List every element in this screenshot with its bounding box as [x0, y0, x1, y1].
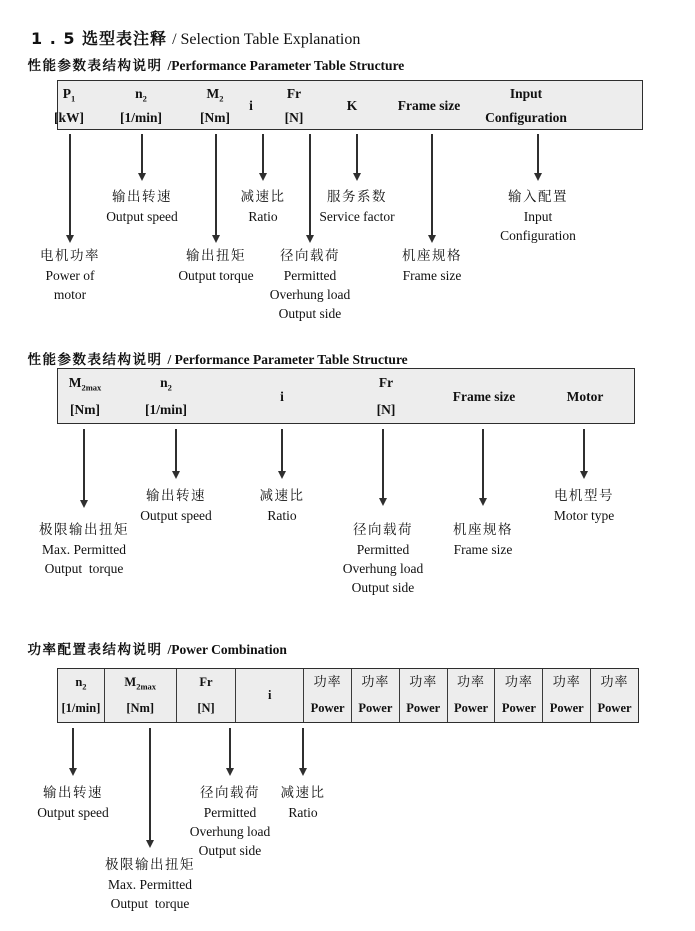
- section3-heading-zh: 功率配置表结构说明: [27, 642, 163, 658]
- text-line: 输出转速: [112, 189, 172, 205]
- text-line: [N]: [197, 701, 215, 716]
- table-header-cell: [377, 369, 396, 423]
- text-line: 功率: [457, 674, 486, 690]
- table-header-cell: [104, 669, 176, 722]
- text-line: Output torque: [44, 561, 124, 576]
- table-header-cell: [120, 81, 162, 129]
- text-line: 电机功率: [40, 248, 100, 264]
- page-title-zh: 1 . 5 选型表注释: [31, 29, 168, 48]
- annotation-label: [241, 188, 286, 226]
- text-line: Output side: [351, 580, 415, 595]
- section2-heading-en: / Performance Parameter Table Structure: [167, 352, 408, 367]
- text-line: [kW]: [54, 109, 84, 125]
- text-line: 减速比: [259, 488, 305, 504]
- text-line: Power: [549, 701, 584, 716]
- annotation-label: [140, 487, 212, 525]
- text-line: $M_{2max}$: [68, 375, 102, 393]
- text-line: Fr: [378, 375, 394, 390]
- text-line: Service factor: [319, 209, 395, 224]
- annotation-label: [37, 784, 109, 822]
- down-arrow-icon: [212, 134, 221, 243]
- annotation-label: [402, 247, 462, 285]
- annotation-label: [453, 521, 513, 559]
- text-line: 输出转速: [43, 785, 103, 801]
- section3-heading: [14, 622, 287, 674]
- text-line: Output side: [278, 306, 342, 321]
- text-line: 减速比: [280, 785, 326, 801]
- text-line: 输出转速: [146, 488, 206, 504]
- text-line: 功率: [409, 674, 438, 690]
- down-arrow-icon: [226, 728, 235, 776]
- text-line: Frame size: [397, 97, 461, 113]
- text-line: Configuration: [500, 228, 576, 243]
- power-combination-table-header: [57, 668, 639, 723]
- text-line: i: [280, 388, 284, 404]
- annotation-label: [500, 188, 576, 245]
- table-header-cell: [235, 669, 303, 722]
- down-arrow-icon: [479, 429, 488, 506]
- text-line: Motor: [566, 388, 604, 404]
- text-line: Max. Permitted: [42, 542, 126, 557]
- text-line: 极限输出扭矩: [105, 857, 195, 873]
- table-header-cell: [176, 669, 236, 722]
- text-line: 极限输出扭矩: [39, 522, 129, 538]
- text-line: Power: [597, 701, 632, 716]
- table-header-cell: [347, 81, 358, 129]
- text-line: Frame size: [402, 268, 462, 283]
- annotation-label: [178, 247, 253, 285]
- text-line: [N]: [376, 402, 396, 417]
- text-line: Output speed: [106, 209, 178, 224]
- text-line: [Nm]: [70, 402, 100, 417]
- text-line: 服务系数: [327, 189, 387, 205]
- annotation-label: [40, 247, 100, 304]
- text-line: Power: [358, 701, 393, 716]
- table-header-cell: [69, 369, 102, 423]
- text-line: 机座规格: [402, 248, 462, 264]
- section1-heading-zh: 性能参数表结构说明: [27, 58, 163, 74]
- table-header-cell: [54, 81, 84, 129]
- table-header-cell: [447, 669, 495, 722]
- down-arrow-icon: [299, 728, 308, 776]
- text-line: 电机型号: [554, 488, 614, 504]
- text-line: Max. Permitted: [108, 877, 192, 892]
- text-line: Output side: [198, 843, 262, 858]
- table-header-cell: [398, 81, 461, 129]
- text-line: Overhung load: [189, 824, 271, 839]
- down-arrow-icon: [379, 429, 388, 506]
- text-line: 输入配置: [508, 189, 568, 205]
- down-arrow-icon: [259, 134, 268, 181]
- down-arrow-icon: [306, 134, 315, 243]
- text-line: $n_2$: [75, 674, 87, 692]
- text-line: 径向载荷: [352, 522, 413, 538]
- text-line: Power: [454, 701, 489, 716]
- text-line: 径向载荷: [279, 248, 340, 264]
- text-line: [Nm]: [126, 701, 155, 716]
- text-line: 功率: [313, 674, 342, 690]
- table-header-cell: [494, 669, 542, 722]
- text-line: [Nm]: [200, 109, 230, 125]
- text-line: Power: [406, 701, 441, 716]
- text-line: Motor type: [553, 508, 615, 523]
- down-arrow-icon: [428, 134, 437, 243]
- text-line: Ratio: [248, 209, 278, 224]
- down-arrow-icon: [69, 728, 78, 776]
- text-line: $n_2$: [160, 375, 172, 393]
- down-arrow-icon: [353, 134, 362, 181]
- table-header-cell: [485, 81, 567, 129]
- down-arrow-icon: [580, 429, 589, 479]
- down-arrow-icon: [138, 134, 147, 181]
- text-line: Overhung load: [269, 287, 351, 302]
- annotation-label: [281, 784, 326, 822]
- annotation-label: [106, 188, 178, 226]
- down-arrow-icon: [66, 134, 75, 243]
- page-title-en: / Selection Table Explanation: [172, 31, 361, 48]
- table-header-cell: [145, 369, 187, 423]
- text-line: [1/min]: [61, 701, 101, 716]
- table-header-cell: [351, 669, 399, 722]
- table-header-cell: [303, 669, 351, 722]
- text-line: $n_2$: [135, 85, 147, 104]
- performance-table-2-header: [57, 368, 635, 424]
- table-header-cell: [280, 369, 284, 423]
- text-line: Ratio: [288, 805, 318, 820]
- text-line: i: [249, 97, 253, 113]
- text-line: Overhung load: [342, 561, 424, 576]
- text-line: Permitted: [356, 542, 410, 557]
- down-arrow-icon: [80, 429, 89, 508]
- text-line: Fr: [199, 674, 213, 689]
- table-header-cell: [200, 81, 230, 129]
- annotation-label: [270, 247, 351, 323]
- text-line: Output torque: [110, 896, 190, 911]
- down-arrow-icon: [146, 728, 155, 848]
- text-line: 功率: [361, 674, 390, 690]
- annotation-label: [39, 521, 129, 578]
- annotation-label: [260, 487, 305, 525]
- down-arrow-icon: [172, 429, 181, 479]
- text-line: Permitted: [203, 805, 257, 820]
- table-header-cell: [567, 369, 604, 423]
- text-line: Permitted: [283, 268, 337, 283]
- text-line: 功率: [600, 674, 629, 690]
- annotation-label: [343, 521, 424, 597]
- table-header-cell: [542, 669, 590, 722]
- annotation-label: [554, 487, 614, 525]
- section3-heading-en: /Power Combination: [167, 642, 287, 657]
- text-line: Frame size: [453, 542, 513, 557]
- text-line: 功率: [504, 674, 533, 690]
- text-line: 输出扭矩: [186, 248, 246, 264]
- text-line: Output torque: [178, 268, 254, 283]
- text-line: Frame size: [452, 388, 516, 404]
- annotation-label: [105, 856, 195, 913]
- text-line: Output speed: [37, 805, 109, 820]
- table-header-cell: [58, 669, 104, 722]
- text-line: Fr: [286, 85, 302, 101]
- down-arrow-icon: [278, 429, 287, 479]
- text-line: Power: [310, 701, 345, 716]
- text-line: Ratio: [267, 508, 297, 523]
- text-line: [1/min]: [120, 109, 162, 125]
- text-line: Configuration: [485, 109, 567, 125]
- text-line: $P_1$: [62, 85, 76, 104]
- table-header-cell: [453, 369, 516, 423]
- section1-heading-en: /Performance Parameter Table Structure: [167, 58, 405, 73]
- text-line: 径向载荷: [199, 785, 260, 801]
- text-line: Power of: [45, 268, 95, 283]
- text-line: 功率: [552, 674, 581, 690]
- text-line: Input: [509, 85, 543, 101]
- text-line: 机座规格: [453, 522, 513, 538]
- text-line: Output speed: [140, 508, 212, 523]
- table-header-cell: [285, 81, 304, 129]
- table-header-cell: [399, 669, 447, 722]
- annotation-label: [319, 188, 394, 226]
- section2-heading-zh: 性能参数表结构说明: [27, 352, 163, 368]
- text-line: 减速比: [240, 189, 286, 205]
- text-line: i: [268, 688, 272, 702]
- down-arrow-icon: [534, 134, 543, 181]
- text-line: [1/min]: [145, 402, 187, 417]
- text-line: Input: [523, 209, 553, 224]
- text-line: $M_{2max}$: [124, 674, 157, 692]
- annotation-label: [190, 784, 271, 860]
- table-header-cell: [249, 81, 253, 129]
- table-header-cell: [590, 669, 638, 722]
- text-line: [N]: [284, 109, 304, 125]
- text-line: $M_2$: [206, 85, 224, 104]
- text-line: Power: [501, 701, 536, 716]
- performance-table-1-header: [54, 80, 643, 130]
- text-line: motor: [53, 287, 87, 302]
- text-line: K: [346, 97, 358, 113]
